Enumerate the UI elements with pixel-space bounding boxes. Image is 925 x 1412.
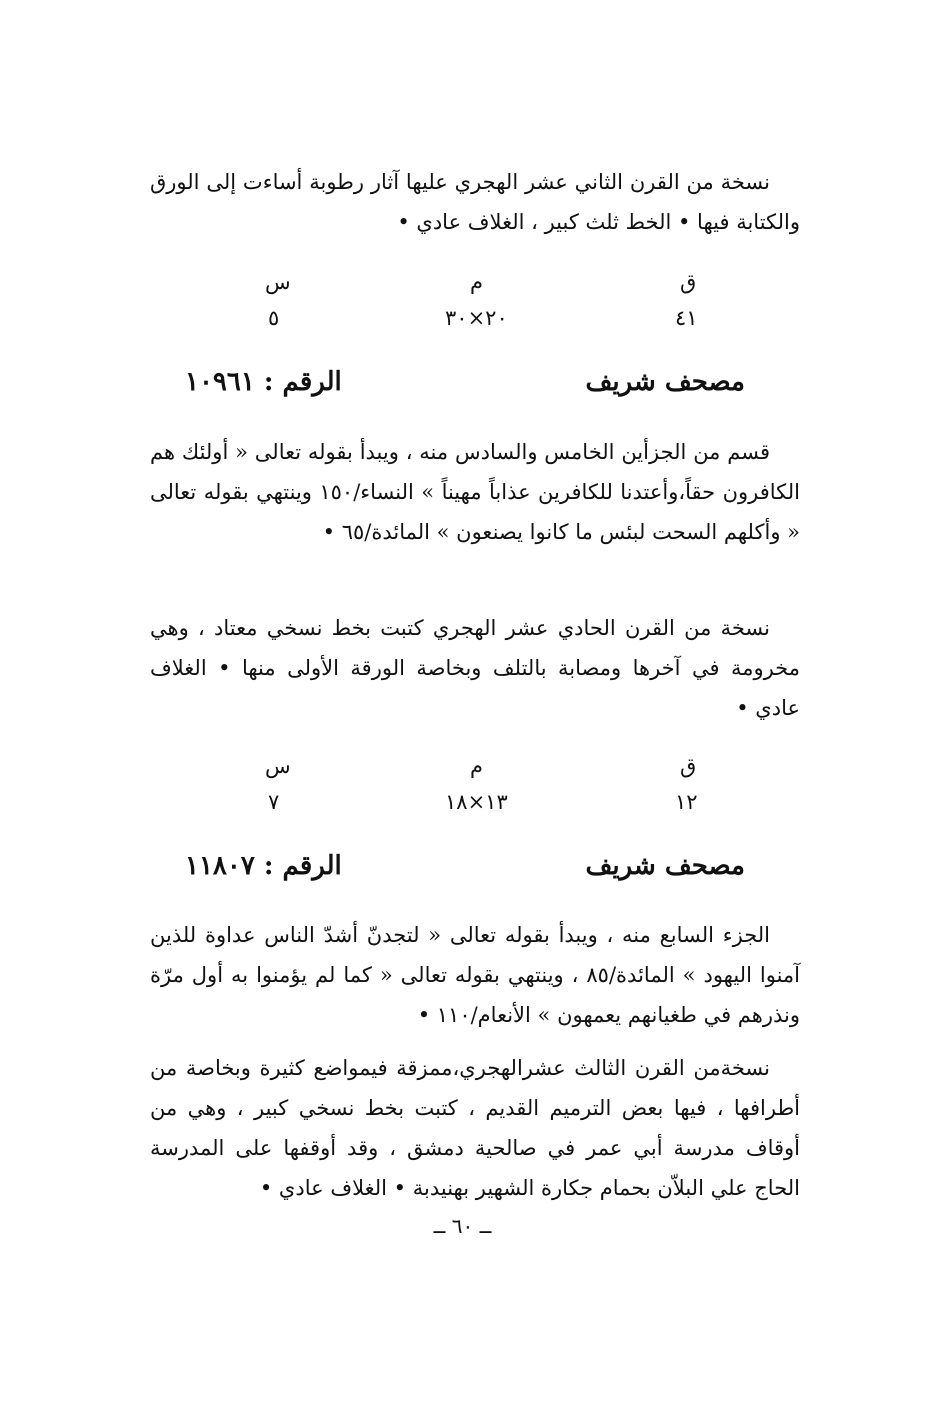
entry-heading: [150, 842, 800, 890]
manuscript-description: نسخةمن القرن الثالث عشرالهجري،ممزقة فيمواضع كثيرة وبخاصة من أطرافها ، فيها بعض الترميم القديم ، كتبت بخط نسخي كبير ، وهي من أوقاف مدرسة أبي عمر في صالحية دمشق ، وقد أوقفها على المدرسة الحاج علي البلاّن بحمام جكارة الشهير بهنيدبة • الغلاف عادي •: [150, 1056, 800, 1200]
folios-value: ٤١: [675, 306, 698, 330]
size-value: ٢٠×٣٠: [445, 306, 508, 330]
manuscript-number: الرقم : ١١٨٠٧: [185, 851, 342, 881]
size-header: م: [470, 754, 484, 778]
folios-value: ١٢: [675, 790, 698, 814]
manuscript-number: الرقم : ١٠٩٦١: [185, 367, 342, 397]
metadata-value-row: [150, 782, 800, 822]
size-value: ١٣×١٨: [445, 790, 508, 814]
lines-value: ٥: [268, 306, 280, 330]
size-header: م: [470, 270, 484, 294]
folios-header: ق: [680, 270, 697, 294]
lines-header: س: [265, 270, 291, 294]
folios-header: ق: [680, 754, 697, 778]
page-number: ــ ٦٠ ــ: [433, 1214, 492, 1238]
metadata-value-row: [150, 298, 800, 338]
lines-value: ٧: [268, 790, 280, 814]
entry-heading: [150, 358, 800, 406]
manuscript-description: نسخة من القرن الحادي عشر الهجري كتبت بخط نسخي معتاد ، وهي مخرومة في آخرها ومصابة بالتلف وبخاصة الورقة الأولى منها • الغلاف عادي •: [150, 616, 800, 720]
content-range: قسم من الجزأين الخامس والسادس منه ، ويبدأ بقوله تعالى « أولئك هم الكافرون حقاً،وأعتدنا للكافرين عذاباً مهيناً » النساء/١٥٠ وينتهي بقوله تعالى « وأكلهم السحت لبئس ما كانوا يصنعون » المائدة/٦٥ •: [150, 440, 801, 544]
content-range: الجزء السابع منه ، ويبدأ بقوله تعالى « لتجدنّ أشدّ الناس عداوة للذين آمنوا اليهود » المائدة/٨٥ ، وينتهي بقوله تعالى « كما لم يؤمنوا به أول مرّة ونذرهم في طغيانهم يعمهون » الأنعام/١١٠ •: [150, 923, 800, 1027]
metadata-header-row: [150, 262, 800, 302]
manuscript-title: مصحف شريف: [585, 851, 745, 881]
manuscript-title: مصحف شريف: [585, 367, 745, 397]
lines-header: س: [265, 754, 291, 778]
manuscript-description: نسخة من القرن الثاني عشر الهجري عليها آثار رطوبة أساءت إلى الورق والكتابة فيها • الخط ثلث كبير ، الغلاف عادي •: [150, 170, 800, 234]
metadata-header-row: [150, 746, 800, 786]
